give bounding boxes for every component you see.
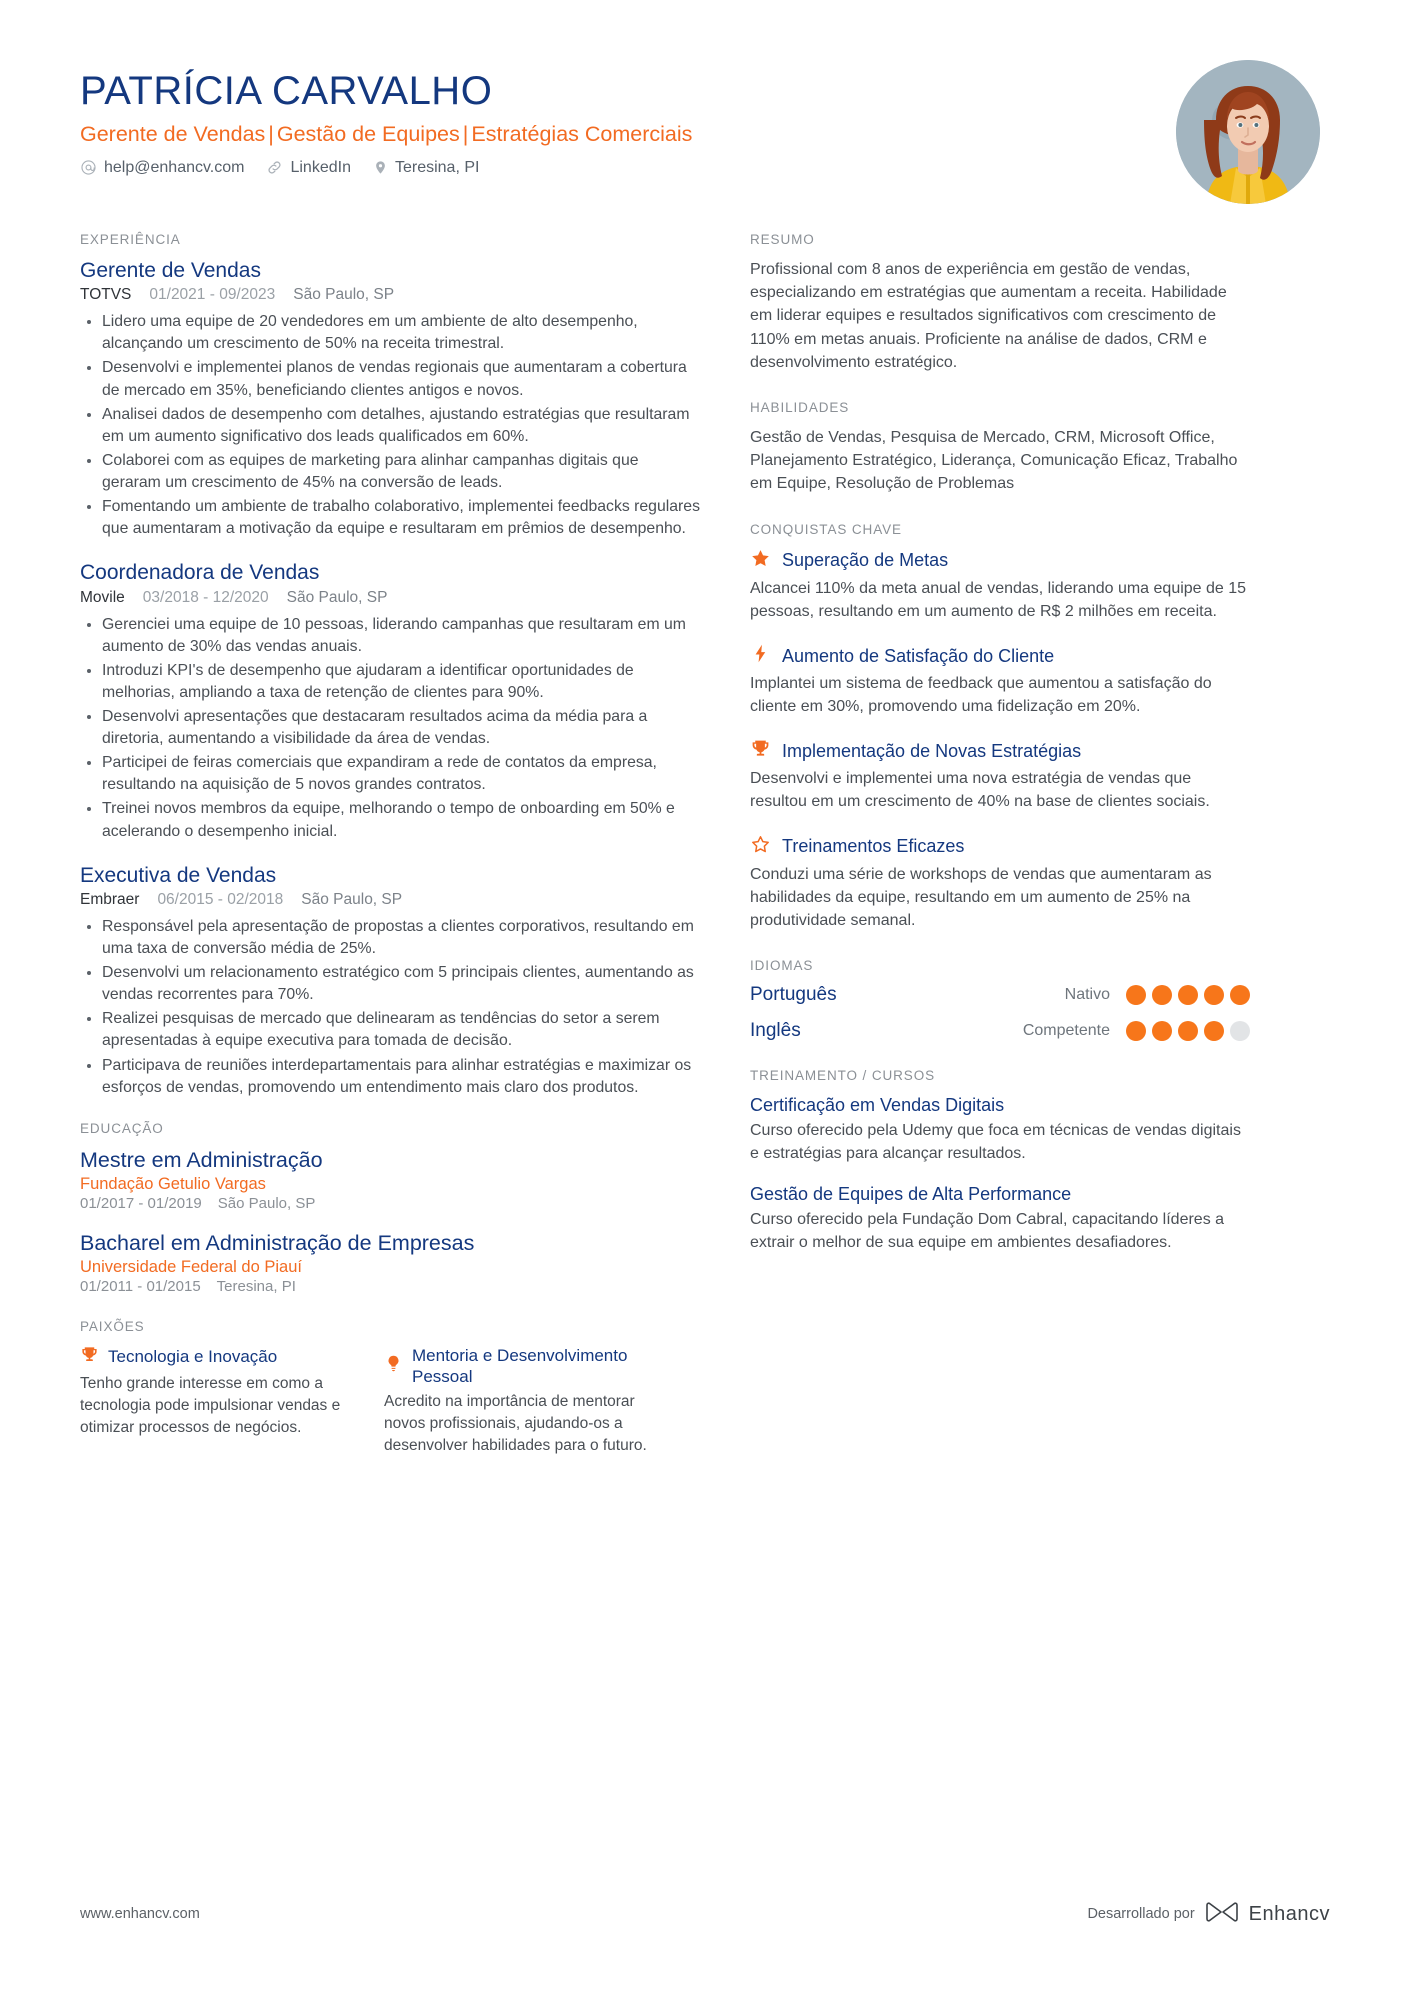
job-meta: [80, 589, 700, 607]
section-achievements: [750, 522, 1250, 933]
language-row: [750, 984, 1250, 1006]
job-bullet: Fomentando um ambiente de trabalho colaborativo, implementei feedbacks regulares que aumentaram a motivação da equipe e resultaram em prêmios de desempenho.: [80, 496, 700, 540]
language-rating-dots: [1126, 1021, 1250, 1041]
language-name: Inglês: [750, 1020, 801, 1042]
education-degree: Mestre em Administração: [80, 1147, 323, 1172]
education-school: Fundação Getulio Vargas: [80, 1174, 266, 1193]
job-bullet: Lidero uma equipe de 20 vendedores em um ambiente de alto desempenho, alcançando um crescimento de 50% na receita trimestral.: [80, 311, 700, 355]
contact-row: [80, 159, 1176, 177]
contact-location-text: Teresina, PI: [394, 158, 480, 176]
contact-location: [373, 159, 479, 177]
section-label-achievements: CONQUISTAS CHAVE: [750, 521, 902, 537]
contact-linkedin[interactable]: [266, 159, 351, 177]
section-summary: [750, 232, 1250, 374]
language-level: Nativo: [1064, 986, 1110, 1004]
rating-dot: [1178, 985, 1198, 1005]
course-text: Curso oferecido pela Udemy que foca em técnicas de vendas digitais e estratégias para alcançar resultados.: [750, 1121, 1241, 1162]
achievement-title: Treinamentos Eficazes: [782, 836, 965, 857]
job-location: São Paulo, SP: [286, 588, 388, 606]
job-title: Coordenadora de Vendas: [80, 561, 320, 585]
job-bullets: [80, 614, 700, 843]
job-dates: 01/2021 - 09/2023: [149, 286, 276, 304]
section-label-courses: TREINAMENTO / CURSOS: [750, 1068, 936, 1084]
course-item: [750, 1094, 1250, 1165]
star-outline-icon: [750, 834, 771, 860]
job-title: Gerente de Vendas: [80, 259, 261, 282]
section-education: [80, 1121, 700, 1295]
headline-part-1: Gerente de Vendas: [80, 122, 266, 146]
job-bullet: Colaborei com as equipes de marketing para alinhar campanhas digitais que geraram um crescimento de 45% na conversão de leads.: [80, 450, 700, 494]
enhancv-logo-icon: [1205, 1901, 1239, 1927]
passion-item: [80, 1345, 350, 1458]
footer-powered-by-label: Desarrollado por: [1087, 1906, 1195, 1922]
job-bullet: Participava de reuniões interdepartamentais para alinhar estratégias e maximizar os esforços de vendas, promovendo um entendimento mais claro dos produtos.: [80, 1055, 700, 1099]
achievement-text: Conduzi uma série de workshops de vendas que aumentaram as habilidades da equipe, resultando em um aumento de 25% na produtividade semanal.: [750, 865, 1212, 929]
achievement-header: [750, 738, 1250, 764]
lightbulb-icon: [384, 1354, 403, 1378]
section-skills: [750, 400, 1250, 496]
education-dates: 01/2017 - 01/2019: [80, 1194, 202, 1212]
section-label-languages: IDIOMAS: [750, 958, 814, 974]
resume-body: [0, 232, 1410, 1462]
section-courses: [750, 1068, 1250, 1254]
passion-title: Mentoria e Desenvolvimento Pessoal: [412, 1345, 628, 1386]
job-bullet: Desenvolvi apresentações que destacaram resultados acima da média para a diretoria, aumentando a visibilidade da área de vendas.: [80, 706, 700, 750]
job-bullet: Introduzi KPI's de desempenho que ajudaram a identificar oportunidades de melhorias, ampliando a taxa de retenção de clientes para 90%.: [80, 660, 700, 704]
rating-dot: [1126, 1021, 1146, 1041]
headline-part-3: Estratégias Comerciais: [471, 122, 693, 146]
job-location: São Paulo, SP: [301, 890, 403, 908]
passion-header: [80, 1345, 350, 1369]
lightning-bolt-icon: [750, 643, 771, 669]
achievement-header: [750, 643, 1250, 669]
right-column: [750, 232, 1250, 1462]
footer: [80, 1901, 1330, 1927]
summary-text: Profissional com 8 anos de experiência em gestão de vendas, especializando em estratégias que aumentam a receita. Habilidade em liderar equipes e resultados significativos com crescimento de 110% em metas anuais. Proficiente na análise de dados, CRM e desenvolvimento estratégico.: [750, 261, 1227, 371]
language-rating-dots: [1126, 985, 1250, 1005]
experience-entry: [80, 863, 700, 1099]
education-meta: [80, 1195, 700, 1212]
language-name: Português: [750, 984, 837, 1006]
rating-dot: [1204, 1021, 1224, 1041]
rating-dot: [1230, 985, 1250, 1005]
achievement-text: Implantei um sistema de feedback que aumentou a satisfação do cliente em 30%, promovendo uma fidelização em 20%.: [750, 674, 1212, 716]
section-experience: [80, 232, 700, 1099]
section-label-skills: HABILIDADES: [750, 399, 850, 415]
passions-grid: [80, 1345, 700, 1458]
language-level: Competente: [1022, 1022, 1110, 1040]
star-filled-icon: [750, 548, 771, 574]
job-bullet: Treinei novos membros da equipe, melhorando o tempo de onboarding em 50% e acelerando o desempenho inicial.: [80, 798, 700, 842]
footer-brand-name: Enhancv: [1248, 1902, 1330, 1925]
rating-dot: [1230, 1021, 1250, 1041]
page-title: PATRÍCIA CARVALHO: [80, 69, 493, 113]
rating-dot: [1152, 1021, 1172, 1041]
section-passions: [80, 1319, 700, 1458]
job-dates: 03/2018 - 12/2020: [142, 588, 269, 606]
location-pin-icon: [373, 159, 388, 176]
job-bullet: Gerenciei uma equipe de 10 pessoas, liderando campanhas que resultaram em um aumento de 30% das vendas anuais.: [80, 614, 700, 658]
job-bullet: Desenvolvi um relacionamento estratégico com 5 principais clientes, aumentando as vendas recorrentes para 70%.: [80, 962, 700, 1006]
achievement-title: Superação de Metas: [782, 550, 949, 571]
rating-dot: [1178, 1021, 1198, 1041]
achievement-item: [750, 834, 1250, 933]
rating-dot: [1152, 985, 1172, 1005]
job-location: São Paulo, SP: [293, 286, 395, 304]
email-icon: [80, 159, 97, 176]
job-company: TOTVS: [80, 286, 132, 304]
passion-text: Acredito na importância de mentorar novos profissionais, ajudando-os a desenvolver habilidades para o futuro.: [384, 1393, 647, 1455]
passion-item: [384, 1345, 654, 1458]
job-bullet: Analisei dados de desempenho com detalhes, ajustando estratégias que resultaram em um aumento significativo dos leads qualificados em 60%.: [80, 404, 700, 448]
section-languages: [750, 958, 1250, 1042]
job-company: Embraer: [80, 890, 140, 908]
achievement-text: Desenvolvi e implementei uma nova estratégia de vendas que resultou em um crescimento de 40% na base de clientes sociais.: [750, 770, 1210, 811]
job-bullets: [80, 916, 700, 1099]
job-company: Movile: [80, 588, 125, 606]
contact-linkedin-text: LinkedIn: [290, 158, 351, 176]
skills-text: Gestão de Vendas, Pesquisa de Mercado, CRM, Microsoft Office, Planejamento Estratégico, Liderança, Comunicação Eficaz, Trabalho em Equipe, Resolução de Problemas: [750, 428, 1238, 493]
section-label-passions: PAIXÕES: [80, 1318, 145, 1334]
passion-title: Tecnologia e Inovação: [108, 1346, 278, 1366]
achievement-header: [750, 548, 1250, 574]
experience-entry: [80, 560, 700, 842]
job-bullet: Responsável pela apresentação de propostas a clientes corporativos, resultando em uma taxa de conversão média de 25%.: [80, 916, 700, 960]
job-bullet: Desenvolvi e implementei planos de vendas regionais que aumentaram a cobertura de mercado em 35%, beneficiando clientes antigos e novos.: [80, 357, 700, 401]
section-label-summary: RESUMO: [750, 232, 815, 247]
section-label-experience: EXPERIÊNCIA: [80, 232, 181, 247]
course-title: Certificação em Vendas Digitais: [750, 1095, 1005, 1116]
course-text: Curso oferecido pela Fundação Dom Cabral, capacitando líderes a extrair o melhor de sua equipe em ambientes desafiadores.: [750, 1210, 1225, 1251]
passion-text: Tenho grande interesse em como a tecnologia pode impulsionar vendas e otimizar processos de negócios.: [80, 1374, 341, 1436]
section-label-education: EDUCAÇÃO: [80, 1120, 164, 1136]
job-meta: [80, 286, 700, 304]
header-text-block: [80, 60, 1176, 177]
language-row: [750, 1020, 1250, 1042]
trophy-icon: [750, 738, 771, 764]
achievement-text: Alcancei 110% da meta anual de vendas, liderando uma equipe de 15 pessoas, resultando em um aumento de R$ 2 milhões em receita.: [750, 579, 1247, 620]
education-meta: [80, 1278, 700, 1295]
resume-header: [0, 0, 1410, 204]
contact-email[interactable]: [80, 159, 244, 177]
job-title: Executiva de Vendas: [80, 863, 277, 887]
footer-website[interactable]: www.enhancv.com: [80, 1906, 200, 1922]
achievement-item: [750, 643, 1250, 718]
experience-entry: [80, 258, 700, 540]
job-meta: [80, 891, 700, 909]
job-bullets: [80, 311, 700, 540]
passion-header: [384, 1345, 654, 1388]
rating-dot: [1126, 985, 1146, 1005]
education-location: São Paulo, SP: [217, 1194, 316, 1212]
achievement-header: [750, 834, 1250, 860]
trophy-icon: [80, 1345, 99, 1369]
headline: [80, 121, 1176, 148]
link-icon: [266, 159, 283, 176]
course-item: [750, 1183, 1250, 1254]
avatar: [1176, 60, 1320, 204]
job-dates: 06/2015 - 02/2018: [157, 890, 284, 908]
education-entry: [80, 1230, 700, 1295]
headline-separator-1: |: [268, 122, 274, 146]
education-entry: [80, 1147, 700, 1212]
headline-part-2: Gestão de Equipes: [276, 122, 460, 146]
job-bullet: Participei de feiras comerciais que expandiram a rede de contatos da empresa, resultando na aquisição de 5 novos grandes contratos.: [80, 752, 700, 796]
course-title: Gestão de Equipes de Alta Performance: [750, 1184, 1072, 1205]
footer-branding: [1087, 1901, 1330, 1927]
headline-separator-2: |: [462, 122, 469, 146]
achievement-item: [750, 548, 1250, 623]
education-school: Universidade Federal do Piauí: [80, 1257, 302, 1276]
job-bullet: Realizei pesquisas de mercado que delinearam as tendências do setor a serem apresentadas à equipe executiva para tomada de decisão.: [80, 1008, 700, 1052]
achievement-title: Aumento de Satisfação do Cliente: [782, 645, 1055, 666]
achievement-item: [750, 738, 1250, 813]
rating-dot: [1204, 985, 1224, 1005]
achievement-title: Implementação de Novas Estratégias: [782, 741, 1082, 761]
education-location: Teresina, PI: [216, 1277, 296, 1295]
education-dates: 01/2011 - 01/2015: [80, 1277, 201, 1295]
contact-email-text: help@enhancv.com: [104, 158, 245, 176]
education-degree: Bacharel em Administração de Empresas: [80, 1230, 475, 1255]
left-column: [80, 232, 700, 1462]
